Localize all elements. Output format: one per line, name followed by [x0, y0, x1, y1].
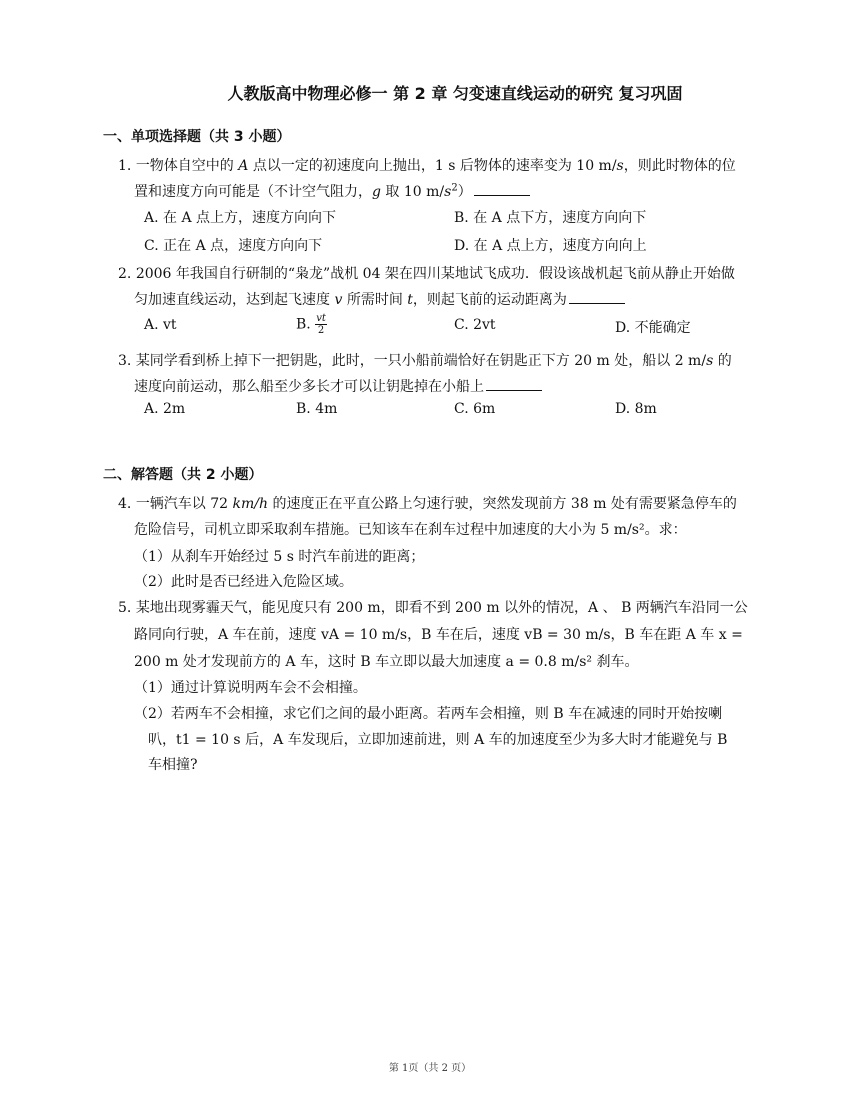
question-5-sub-2-line-2: 叭，t1 = 10 s 后，A 车发现后，立即加速前进，则 A 车的加速度至少为多大时才能避免与 B [148, 732, 728, 748]
option-a: A. 在 A 点上方，速度方向向下 [144, 210, 337, 226]
question-1 [118, 155, 778, 255]
question-5-sub-2-line-3: 车相撞? [148, 757, 198, 773]
section-heading-problems: 二、解答题（共 2 小题） [103, 467, 263, 483]
answer-blank [569, 291, 625, 304]
question-2 [118, 263, 778, 343]
question-4 [118, 493, 778, 593]
option-c: C. 正在 A 点，速度方向向下 [144, 238, 323, 254]
page-footer: 第 1页（共 2 页） [388, 1063, 472, 1074]
option-d: D. 在 A 点上方，速度方向向上 [454, 238, 647, 254]
option-b: B. 在 A 点下方，速度方向向下 [454, 210, 647, 226]
question-4-sub-1: （1）从刹车开始经过 5 s 时汽车前进的距离； [134, 549, 425, 565]
question-1-line-1: 1. 一物体自空中的 A 点以一定的初速度向上抛出，1 s 后物体的速率变为 10 m/s，则此时物体的位 [118, 158, 736, 174]
option-c: C. 2vt [454, 317, 496, 333]
option-b: B. 4m [296, 401, 338, 417]
question-3-line-2: 速度向前运动，那么船至少多长才可以让钥匙掉在小船上 [134, 376, 542, 396]
question-4-line-2: 危险信号，司机立即采取刹车措施。已知该车在刹车过程中加速度的大小为 5 m/s²。求： [134, 522, 687, 538]
option-a: A. 2m [144, 401, 186, 417]
question-5-line-3: 200 m 处才发现前方的 A 车，这时 B 车立即以最大加速度 a = 0.8 m/s² 刹车。 [134, 654, 639, 670]
question-4-sub-2: （2）此时是否已经进入危险区域。 [134, 574, 353, 590]
question-5-line-2: 路同向行驶，A 车在前，速度 vA = 10 m/s，B 车在后，速度 vB = 30 m/s，B 车在距 A 车 x = [134, 627, 743, 643]
question-1-line-2: 置和速度方向可能是（不计空气阻力，g 取 10 $m/s^2$） [134, 181, 530, 201]
question-4-line-1: 4. 一辆汽车以 72 km/h 的速度正在平直公路上匀速行驶，突然发现前方 38 m 处有需要紧急停车的 [118, 496, 737, 512]
option-c: C. 6m [454, 401, 496, 417]
answer-blank [486, 378, 542, 391]
option-b: B. $\frac{vt}{2}$ [296, 313, 326, 336]
question-3 [118, 350, 778, 420]
question-3-line-1: 3. 某同学看到桥上掉下一把钥匙，此时，一只小船前端恰好在钥匙正下方 20 m 处，船以 2 m/s 的 [118, 353, 732, 369]
question-5-line-1: 5. 某地出现雾霾天气，能见度只有 200 m，即看不到 200 m 以外的情况，A 、 B 两辆汽车沿同一公 [118, 600, 748, 616]
section-heading-single-choice: 一、单项选择题（共 3 小题） [103, 129, 291, 145]
option-a: A. vt [144, 317, 177, 333]
page-title: 人教版高中物理必修一 第 2 章 匀变速直线运动的研究 复习巩固 [227, 84, 683, 103]
question-5-sub-2-line-1: （2）若两车不会相撞，求它们之间的最小距离。若两车会相撞，则 B 车在减速的同时开始按喇 [134, 706, 723, 722]
option-d: D. 8m [615, 401, 657, 417]
question-5 [118, 597, 778, 772]
fraction: $\frac{vt}{2}$ [316, 313, 326, 336]
option-d: D. 不能确定 [615, 320, 691, 336]
question-2-line-1: 2. 2006 年我国自行研制的“枭龙”战机 04 架在四川某地试飞成功．假设该战机起飞前从静止开始做 [118, 266, 735, 282]
answer-blank [474, 183, 530, 196]
question-5-sub-1: （1）通过计算说明两车会不会相撞。 [134, 680, 367, 696]
question-2-line-2: 匀加速直线运动，达到起飞速度 v 所需时间 t，则起飞前的运动距离为 [134, 289, 625, 309]
